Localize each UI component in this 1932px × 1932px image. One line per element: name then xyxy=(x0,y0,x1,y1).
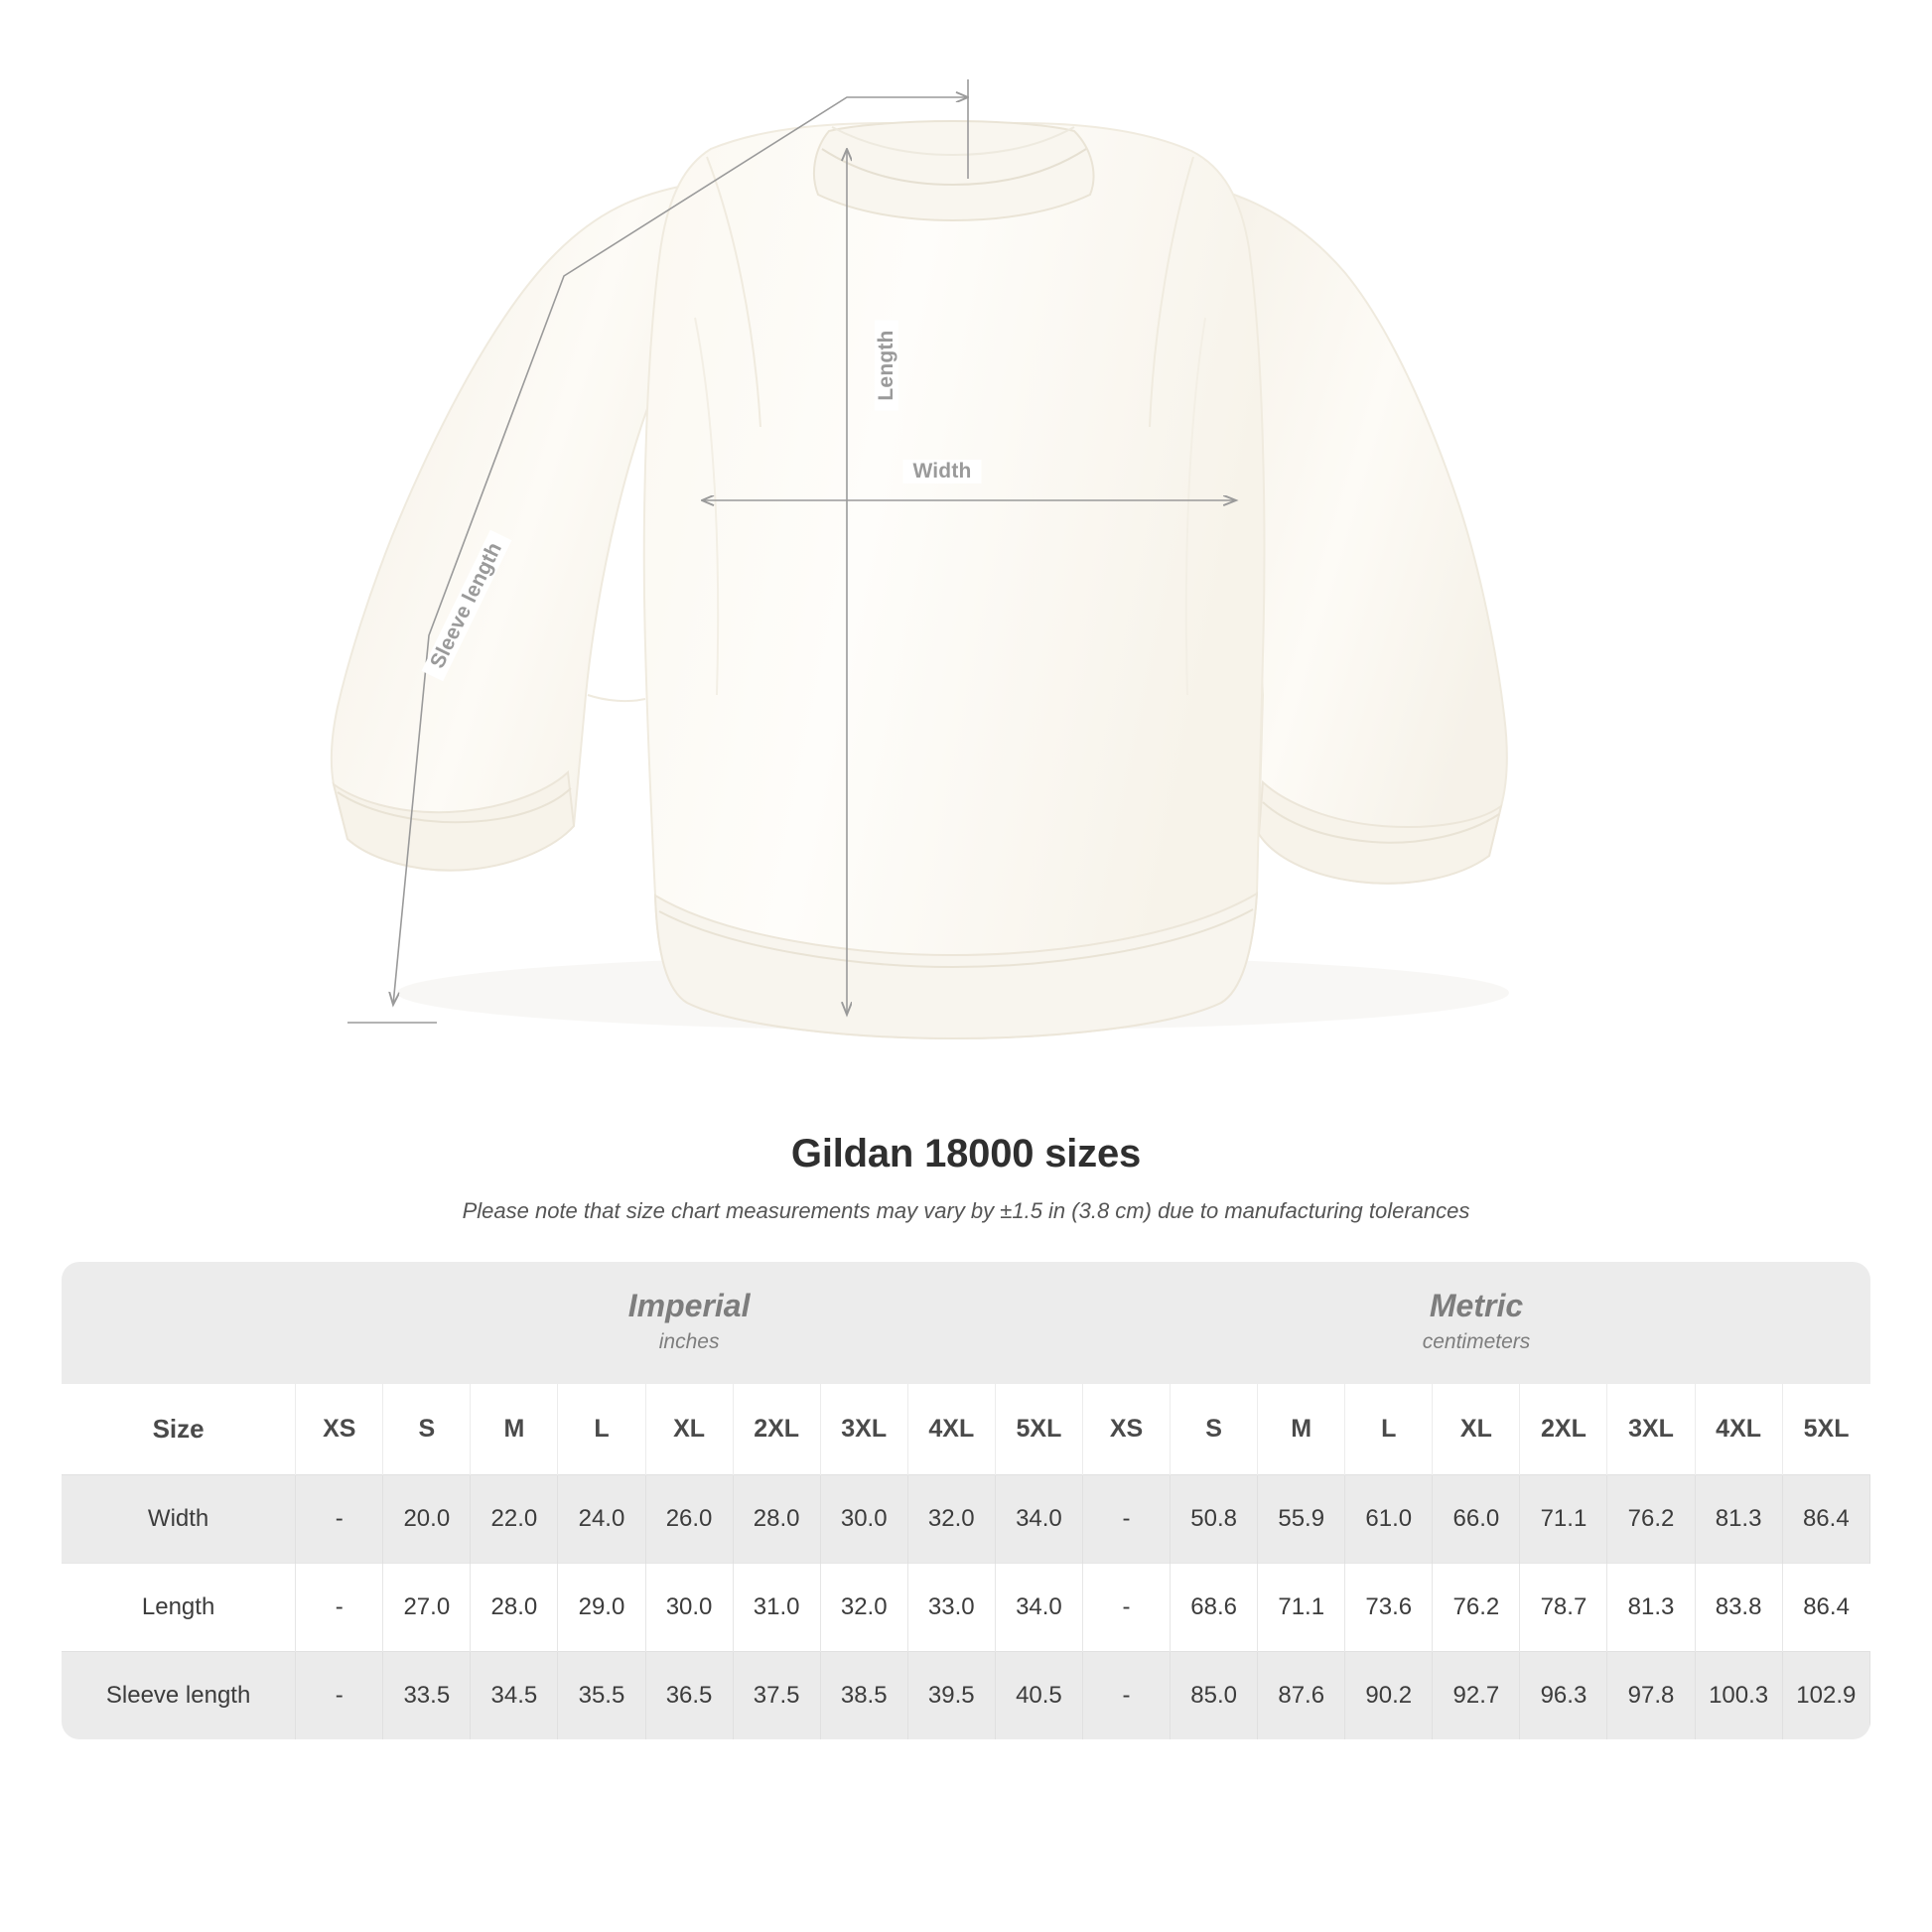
cell-width-metric-m: 55.9 xyxy=(1258,1474,1345,1563)
cell-width-metric-4xl: 81.3 xyxy=(1695,1474,1782,1563)
cell-sleeve-metric-m: 87.6 xyxy=(1258,1651,1345,1739)
unit-imperial-name: Imperial xyxy=(627,1288,751,1323)
sleeve-length-dimension-label: Sleeve length xyxy=(422,530,512,682)
length-dimension-label: Length xyxy=(875,320,898,410)
unit-imperial-sub: inches xyxy=(658,1329,720,1353)
cell-length-imperial-2xl: 31.0 xyxy=(733,1563,820,1651)
cell-sleeve-imperial-xs: - xyxy=(296,1651,383,1739)
cell-sleeve-imperial-s: 33.5 xyxy=(383,1651,471,1739)
header-metric-xs: XS xyxy=(1083,1384,1171,1475)
cell-sleeve-imperial-l: 35.5 xyxy=(558,1651,645,1739)
cell-length-imperial-m: 28.0 xyxy=(471,1563,558,1651)
cell-width-imperial-2xl: 28.0 xyxy=(733,1474,820,1563)
cell-sleeve-imperial-xl: 36.5 xyxy=(645,1651,733,1739)
header-imperial-2xl: 2XL xyxy=(733,1384,820,1475)
cell-width-imperial-xl: 26.0 xyxy=(645,1474,733,1563)
cell-sleeve-imperial-m: 34.5 xyxy=(471,1651,558,1739)
cell-length-metric-xl: 76.2 xyxy=(1433,1563,1520,1651)
row-label-width: Width xyxy=(62,1474,296,1563)
header-metric-5xl: 5XL xyxy=(1782,1384,1869,1475)
width-dimension-label: Width xyxy=(902,460,981,483)
cell-sleeve-metric-s: 85.0 xyxy=(1171,1651,1258,1739)
page-title: Gildan 18000 sizes xyxy=(790,1132,1142,1175)
header-metric-3xl: 3XL xyxy=(1607,1384,1695,1475)
cell-length-imperial-s: 27.0 xyxy=(383,1563,471,1651)
unit-metric-name: Metric xyxy=(1429,1288,1524,1323)
cell-length-metric-2xl: 78.7 xyxy=(1520,1563,1607,1651)
cell-length-imperial-l: 29.0 xyxy=(558,1563,645,1651)
cell-length-imperial-xl: 30.0 xyxy=(645,1563,733,1651)
cell-sleeve-metric-2xl: 96.3 xyxy=(1520,1651,1607,1739)
header-imperial-l: L xyxy=(558,1384,645,1475)
cell-sleeve-metric-l: 90.2 xyxy=(1345,1651,1433,1739)
cell-length-metric-5xl: 86.4 xyxy=(1782,1563,1869,1651)
header-metric-2xl: 2XL xyxy=(1520,1384,1607,1475)
units-row xyxy=(62,1262,1870,1384)
table-row xyxy=(62,1474,1870,1563)
size-table-container xyxy=(62,1262,1870,1739)
cell-width-metric-5xl: 86.4 xyxy=(1782,1474,1869,1563)
cell-width-imperial-5xl: 34.0 xyxy=(995,1474,1082,1563)
cell-length-metric-m: 71.1 xyxy=(1258,1563,1345,1651)
cell-width-metric-3xl: 76.2 xyxy=(1607,1474,1695,1563)
cell-width-imperial-l: 24.0 xyxy=(558,1474,645,1563)
header-size: Size xyxy=(62,1384,296,1475)
cell-width-imperial-3xl: 30.0 xyxy=(820,1474,907,1563)
title-block xyxy=(0,1132,1932,1224)
header-imperial-xl: XL xyxy=(645,1384,733,1475)
table-row xyxy=(62,1563,1870,1651)
cell-sleeve-metric-5xl: 102.9 xyxy=(1782,1651,1869,1739)
row-label-length: Length xyxy=(62,1563,296,1651)
cell-length-metric-4xl: 83.8 xyxy=(1695,1563,1782,1651)
cell-length-imperial-xs: - xyxy=(296,1563,383,1651)
cell-length-imperial-4xl: 33.0 xyxy=(907,1563,995,1651)
table-header-row xyxy=(62,1384,1870,1475)
header-imperial-m: M xyxy=(471,1384,558,1475)
cell-width-metric-l: 61.0 xyxy=(1345,1474,1433,1563)
table-row xyxy=(62,1651,1870,1739)
unit-metric xyxy=(1083,1262,1870,1384)
header-imperial-5xl: 5XL xyxy=(995,1384,1082,1475)
cell-width-metric-2xl: 71.1 xyxy=(1520,1474,1607,1563)
cell-length-metric-3xl: 81.3 xyxy=(1607,1563,1695,1651)
cell-length-imperial-5xl: 34.0 xyxy=(995,1563,1082,1651)
header-metric-m: M xyxy=(1258,1384,1345,1475)
units-spacer xyxy=(62,1262,296,1384)
cell-sleeve-metric-xs: - xyxy=(1083,1651,1171,1739)
unit-imperial xyxy=(296,1262,1083,1384)
header-metric-xl: XL xyxy=(1433,1384,1520,1475)
cell-width-imperial-m: 22.0 xyxy=(471,1474,558,1563)
cell-length-metric-l: 73.6 xyxy=(1345,1563,1433,1651)
cell-sleeve-imperial-4xl: 39.5 xyxy=(907,1651,995,1739)
cell-width-metric-xs: - xyxy=(1083,1474,1171,1563)
header-imperial-4xl: 4XL xyxy=(907,1384,995,1475)
header-imperial-s: S xyxy=(383,1384,471,1475)
row-label-sleeve-length: Sleeve length xyxy=(62,1651,296,1739)
header-metric-s: S xyxy=(1171,1384,1258,1475)
header-imperial-3xl: 3XL xyxy=(820,1384,907,1475)
cell-length-imperial-3xl: 32.0 xyxy=(820,1563,907,1651)
cell-width-metric-s: 50.8 xyxy=(1171,1474,1258,1563)
tolerance-note: Please note that size chart measurements may vary by ±1.5 in (3.8 cm) due to manufacturing tolerances xyxy=(462,1198,1470,1223)
cell-sleeve-imperial-5xl: 40.5 xyxy=(995,1651,1082,1739)
header-imperial-xs: XS xyxy=(296,1384,383,1475)
cell-width-imperial-4xl: 32.0 xyxy=(907,1474,995,1563)
header-metric-4xl: 4XL xyxy=(1695,1384,1782,1475)
cell-sleeve-metric-4xl: 100.3 xyxy=(1695,1651,1782,1739)
cell-width-metric-xl: 66.0 xyxy=(1433,1474,1520,1563)
cell-length-metric-s: 68.6 xyxy=(1171,1563,1258,1651)
cell-sleeve-imperial-2xl: 37.5 xyxy=(733,1651,820,1739)
cell-sleeve-metric-3xl: 97.8 xyxy=(1607,1651,1695,1739)
unit-metric-sub: centimeters xyxy=(1422,1329,1531,1353)
size-table xyxy=(62,1262,1870,1739)
cell-width-imperial-s: 20.0 xyxy=(383,1474,471,1563)
header-metric-l: L xyxy=(1345,1384,1433,1475)
cell-length-metric-xs: - xyxy=(1083,1563,1171,1651)
cell-sleeve-metric-xl: 92.7 xyxy=(1433,1651,1520,1739)
cell-width-imperial-xs: - xyxy=(296,1474,383,1563)
cell-sleeve-imperial-3xl: 38.5 xyxy=(820,1651,907,1739)
